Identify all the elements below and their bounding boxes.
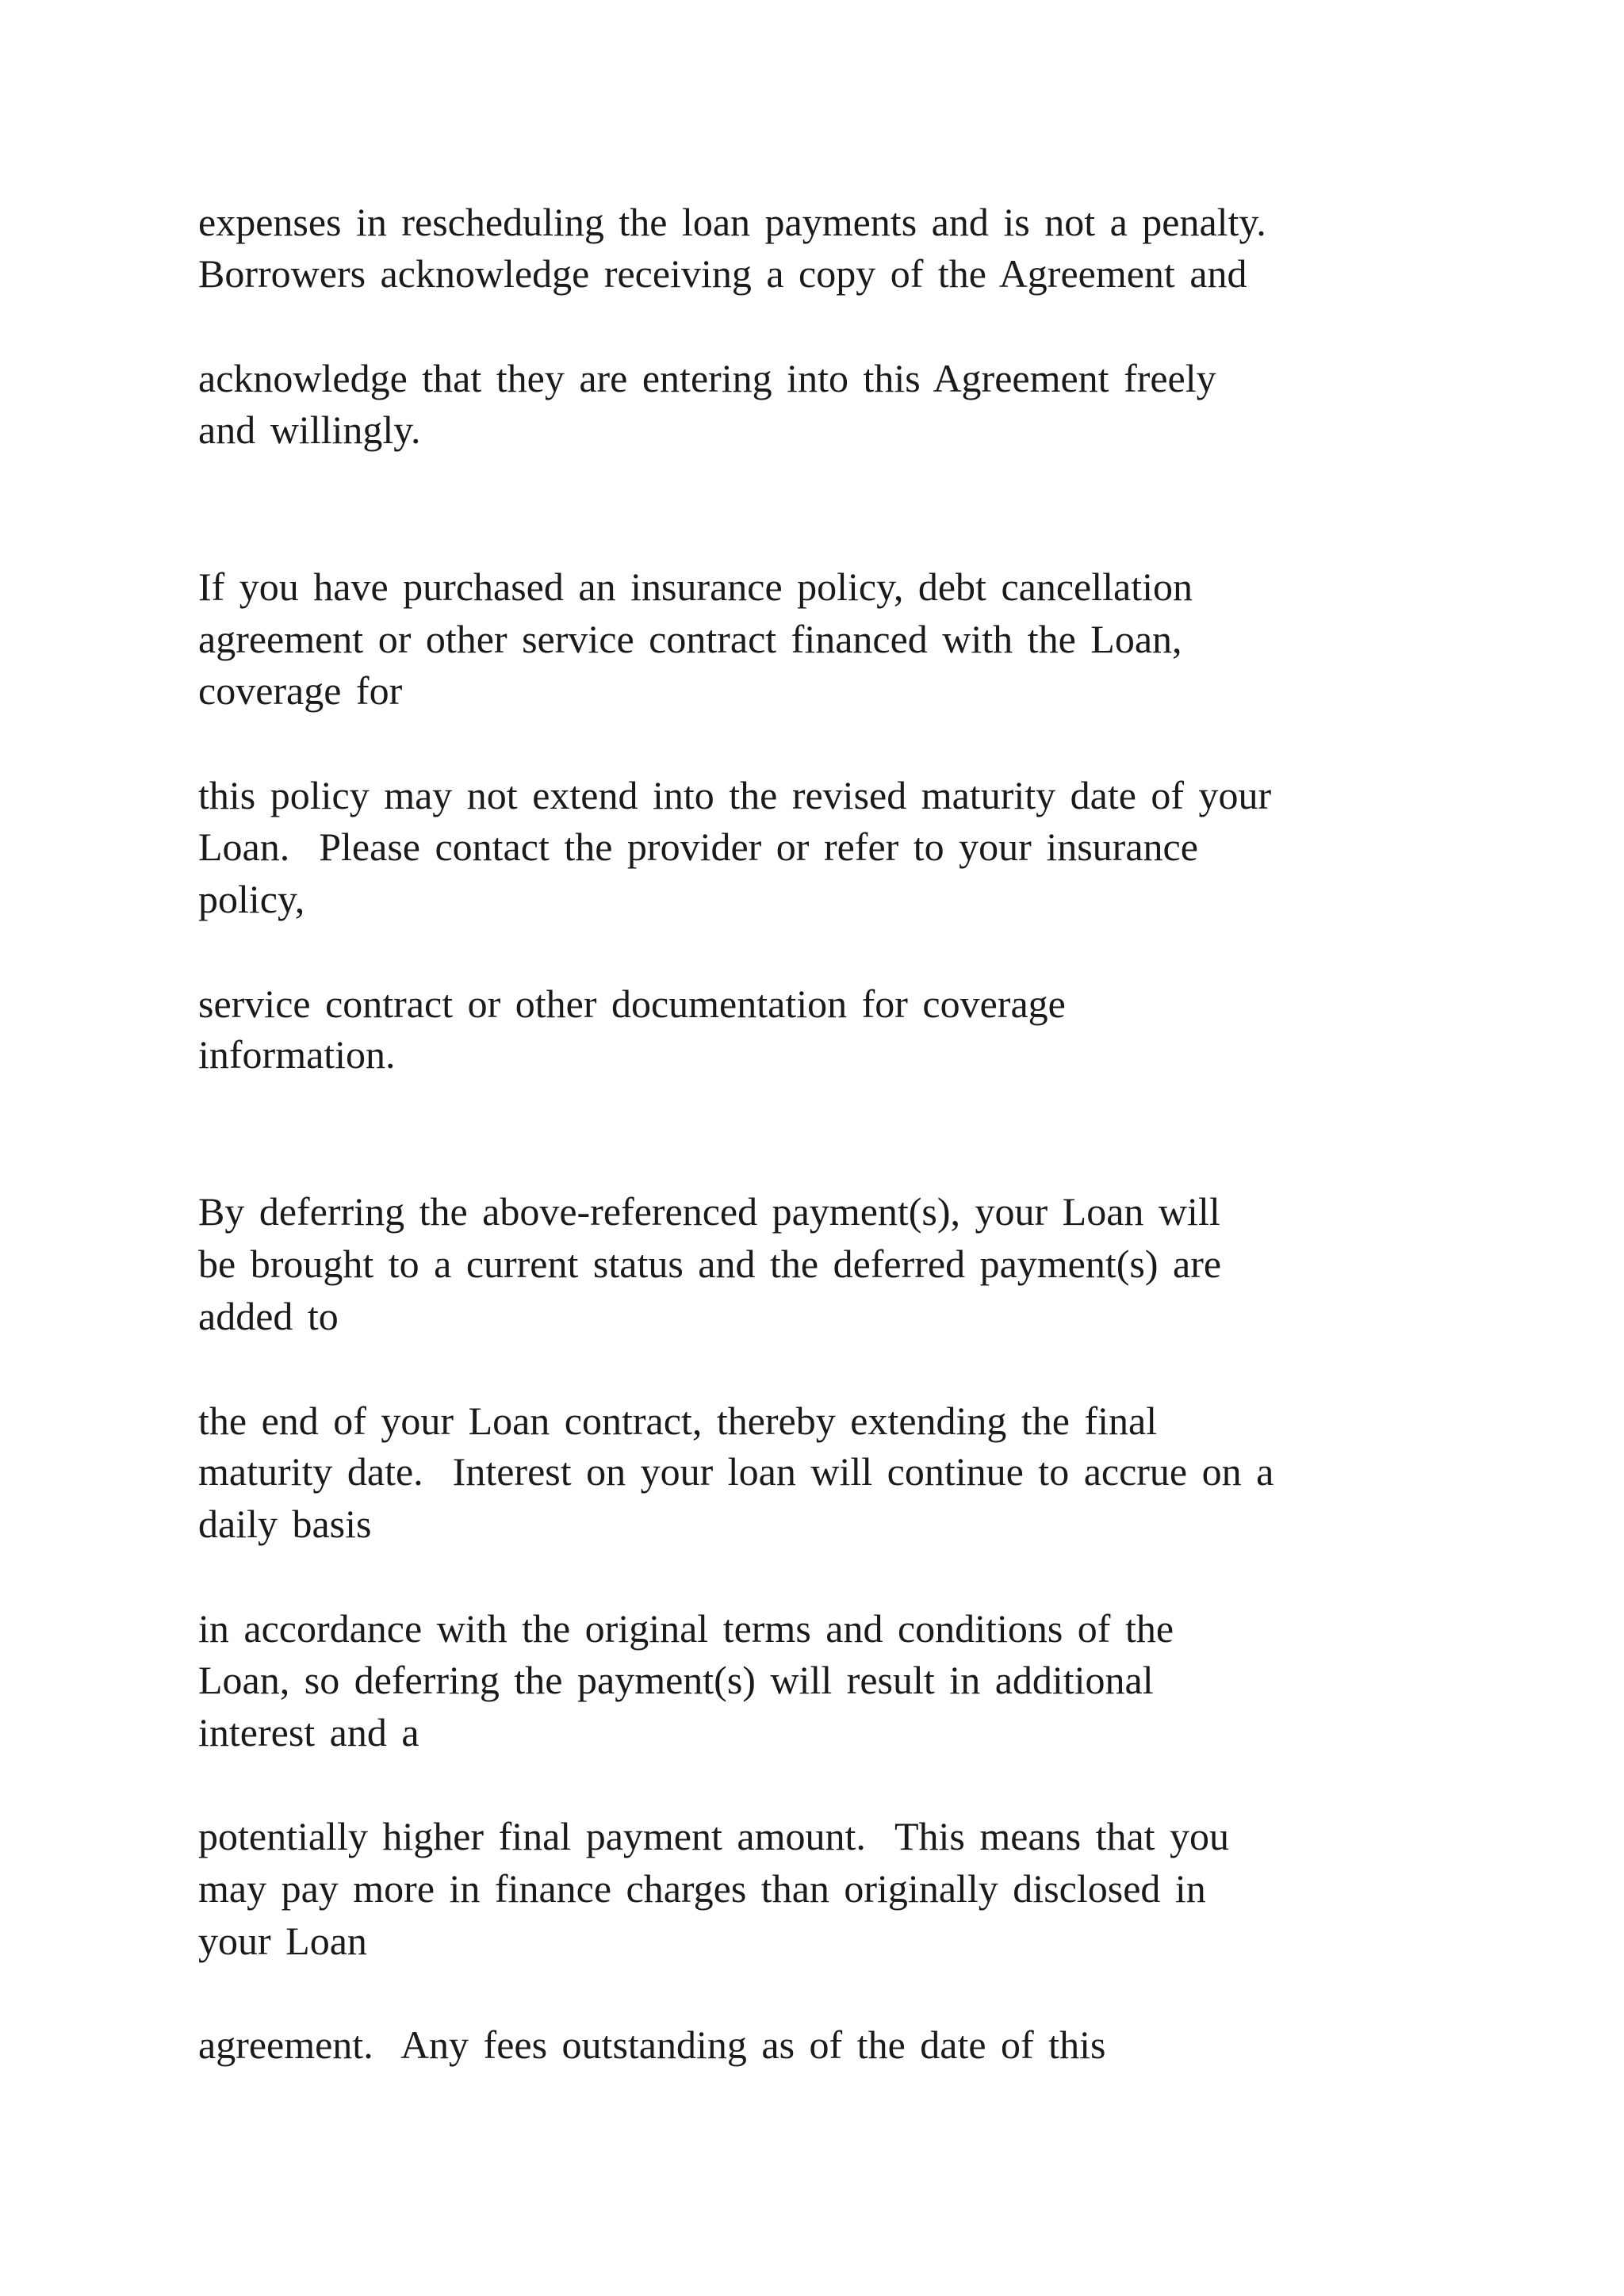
text-line: daily basis	[198, 1502, 372, 1546]
text-line: By deferring the above-referenced payment(s), your Loan will	[198, 1189, 1220, 1234]
text-line: be brought to a current status and the deferred payment(s) are	[198, 1242, 1222, 1286]
text-line: this policy may not extend into the revised maturity date of your	[198, 773, 1272, 817]
text-line: agreement. Any fees outstanding as of the date of this	[198, 2022, 1106, 2067]
text-line: Loan, so deferring the payment(s) will result in additional	[198, 1658, 1154, 1702]
text-line: expenses in rescheduling the loan payments and is not a penalty.	[198, 200, 1266, 244]
text-line: agreement or other service contract financed with the Loan,	[198, 617, 1182, 661]
text-line: acknowledge that they are entering into this Agreement freely	[198, 356, 1216, 400]
text-line: Borrowers acknowledge receiving a copy of the Agreement and	[198, 251, 1247, 296]
text-line: your Loan	[198, 1919, 367, 1963]
text-line: service contract or other documentation for coverage	[198, 982, 1066, 1026]
text-line: potentially higher final payment amount. This means that you	[198, 1814, 1230, 1858]
text-line: may pay more in finance charges than originally disclosed in	[198, 1866, 1206, 1911]
text-line: added to	[198, 1294, 339, 1338]
text-line: and willingly.	[198, 408, 421, 452]
text-line: Loan. Please contact the provider or refer to your insurance	[198, 825, 1198, 869]
text-line: policy,	[198, 877, 305, 921]
text-line: in accordance with the original terms and conditions of the	[198, 1606, 1174, 1651]
text-line: information.	[198, 1032, 396, 1077]
text-line: interest and a	[198, 1710, 419, 1755]
text-line: maturity date. Interest on your loan will continue to accrue on a	[198, 1449, 1274, 1494]
text-line: the end of your Loan contract, thereby extending the final	[198, 1399, 1158, 1443]
text-line: If you have purchased an insurance policy, debt cancellation	[198, 564, 1193, 609]
text-line: coverage for	[198, 668, 403, 713]
